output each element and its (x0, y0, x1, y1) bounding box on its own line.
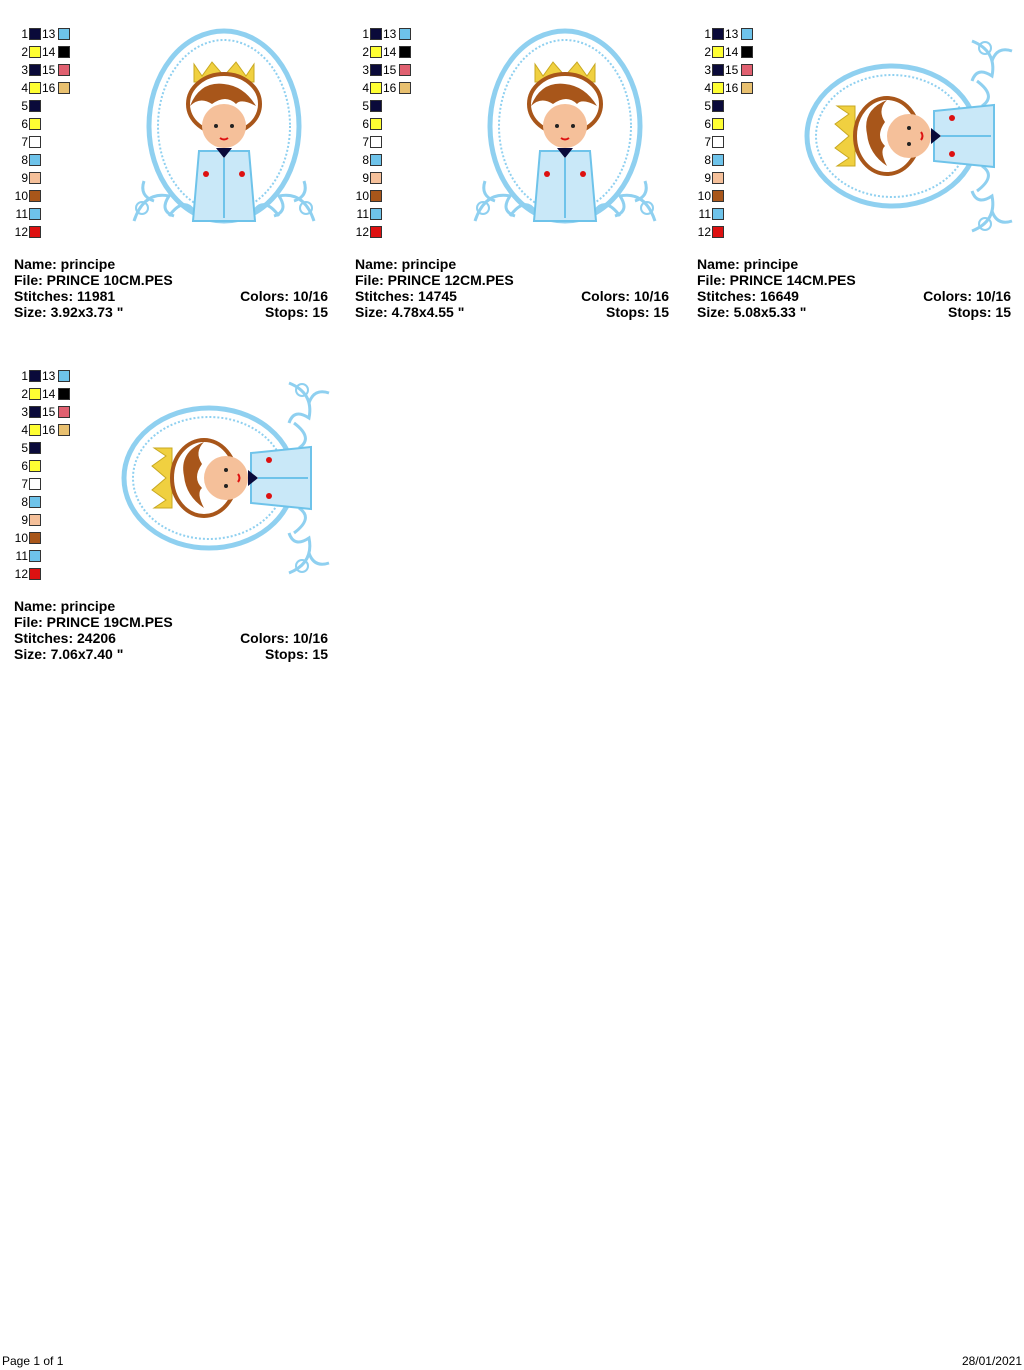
color-number: 16 (42, 423, 56, 437)
color-swatch (712, 190, 724, 202)
color-swatch (29, 442, 41, 454)
color-number: 13 (42, 369, 56, 383)
color-number: 16 (725, 81, 739, 95)
palette-row (697, 224, 767, 242)
design-card (14, 368, 334, 688)
color-number: 3 (21, 63, 28, 77)
color-number: 1 (704, 27, 711, 41)
color-number: 5 (21, 99, 28, 113)
color-number: 10 (14, 531, 28, 545)
design-file: File: PRINCE 14CM.PES (697, 272, 856, 288)
color-swatch (370, 118, 382, 130)
color-count: Colors: 10/16 (923, 288, 1011, 304)
color-number: 9 (362, 171, 369, 185)
palette-row (355, 116, 425, 134)
color-number: 15 (42, 63, 56, 77)
color-number: 15 (725, 63, 739, 77)
color-swatch (399, 28, 411, 40)
palette-row (14, 458, 84, 476)
palette-row (697, 62, 767, 80)
color-swatch (58, 64, 70, 76)
color-swatch (399, 82, 411, 94)
color-number: 3 (362, 63, 369, 77)
palette-row (14, 548, 84, 566)
color-number: 6 (362, 117, 369, 131)
color-swatch (370, 226, 382, 238)
color-swatch (370, 190, 382, 202)
color-number: 7 (704, 135, 711, 149)
color-swatch (370, 28, 382, 40)
palette-row (697, 188, 767, 206)
stop-count: Stops: 15 (264, 646, 328, 662)
palette-row (14, 530, 84, 548)
color-number: 11 (15, 549, 28, 563)
color-swatch (58, 82, 70, 94)
design-file: File: PRINCE 10CM.PES (14, 272, 173, 288)
design-info (14, 598, 328, 662)
design-card (697, 26, 1017, 346)
color-swatch (29, 118, 41, 130)
design-info (697, 256, 1011, 320)
color-swatch (29, 208, 41, 220)
design-info (355, 256, 669, 320)
color-swatch (58, 46, 70, 58)
embroidery-design-image (114, 368, 334, 583)
color-swatch (29, 406, 41, 418)
color-count: Colors: 10/16 (240, 630, 328, 646)
color-swatch (370, 64, 382, 76)
color-swatch (29, 568, 41, 580)
color-swatch (29, 100, 41, 112)
palette-row (355, 134, 425, 152)
palette-row (14, 170, 84, 188)
color-number: 12 (14, 225, 28, 239)
color-number: 8 (362, 153, 369, 167)
design-name: Name: principe (14, 256, 116, 272)
color-number: 2 (21, 45, 28, 59)
palette-row (697, 26, 767, 44)
color-number: 4 (21, 423, 28, 437)
palette-row (355, 206, 425, 224)
palette-row (697, 170, 767, 188)
color-number: 2 (21, 387, 28, 401)
palette-row (697, 44, 767, 62)
palette-row (14, 566, 84, 584)
color-number: 8 (21, 153, 28, 167)
design-preview (114, 26, 334, 241)
color-number: 15 (383, 63, 397, 77)
stop-count: Stops: 15 (605, 304, 669, 320)
color-number: 14 (42, 45, 56, 59)
color-number: 9 (704, 171, 711, 185)
stitch-count: Stitches: 16649 (697, 288, 799, 304)
color-number: 1 (21, 27, 28, 41)
palette-row (14, 224, 84, 242)
color-number: 3 (704, 63, 711, 77)
color-number: 2 (362, 45, 369, 59)
palette-row (14, 152, 84, 170)
color-swatch (712, 118, 724, 130)
palette-row (697, 134, 767, 152)
color-swatch (29, 172, 41, 184)
palette-row (355, 26, 425, 44)
color-swatch (58, 370, 70, 382)
color-swatch (712, 46, 724, 58)
palette-row (14, 368, 84, 386)
stitch-count: Stitches: 11981 (14, 288, 116, 304)
palette-row (697, 152, 767, 170)
design-name: Name: principe (697, 256, 799, 272)
color-swatch (712, 136, 724, 148)
palette-row (14, 422, 84, 440)
color-number: 11 (356, 207, 369, 221)
palette-row (355, 224, 425, 242)
color-swatch (29, 388, 41, 400)
design-file: File: PRINCE 19CM.PES (14, 614, 173, 630)
color-number: 5 (704, 99, 711, 113)
design-preview (797, 26, 1017, 241)
stitch-count: Stitches: 24206 (14, 630, 116, 646)
color-swatch (29, 550, 41, 562)
palette-row (14, 80, 84, 98)
color-swatch (399, 46, 411, 58)
color-swatch (712, 64, 724, 76)
palette-row (355, 98, 425, 116)
color-number: 1 (21, 369, 28, 383)
color-number: 8 (704, 153, 711, 167)
color-swatch (29, 424, 41, 436)
color-swatch (370, 154, 382, 166)
design-name: Name: principe (355, 256, 457, 272)
design-info (14, 256, 328, 320)
palette-row (14, 386, 84, 404)
color-swatch (58, 406, 70, 418)
color-swatch (58, 388, 70, 400)
color-number: 10 (14, 189, 28, 203)
color-number: 5 (362, 99, 369, 113)
color-swatch (29, 532, 41, 544)
color-count: Colors: 10/16 (581, 288, 669, 304)
stop-count: Stops: 15 (947, 304, 1011, 320)
design-preview (114, 368, 334, 583)
color-number: 16 (42, 81, 56, 95)
color-number: 6 (21, 459, 28, 473)
palette-row (355, 170, 425, 188)
color-number: 13 (42, 27, 56, 41)
palette-row (14, 404, 84, 422)
color-swatch (370, 46, 382, 58)
color-number: 11 (698, 207, 711, 221)
color-swatch (29, 82, 41, 94)
color-swatch (712, 82, 724, 94)
palette-row (14, 134, 84, 152)
embroidery-design-image (114, 26, 334, 241)
palette-row (14, 116, 84, 134)
palette-row (355, 80, 425, 98)
color-swatch (370, 208, 382, 220)
palette-row (14, 62, 84, 80)
palette-row (697, 206, 767, 224)
color-swatch (29, 514, 41, 526)
color-number: 7 (362, 135, 369, 149)
embroidery-design-image (797, 26, 1017, 241)
color-number: 5 (21, 441, 28, 455)
color-number: 3 (21, 405, 28, 419)
color-swatch (712, 226, 724, 238)
palette-row (697, 98, 767, 116)
palette-row (355, 62, 425, 80)
color-number: 14 (42, 387, 56, 401)
color-swatch (712, 28, 724, 40)
color-swatch (29, 64, 41, 76)
color-number: 12 (14, 567, 28, 581)
palette-row (355, 44, 425, 62)
color-number: 14 (725, 45, 739, 59)
color-swatch (741, 46, 753, 58)
color-number: 4 (21, 81, 28, 95)
color-swatch (29, 28, 41, 40)
palette-row (14, 98, 84, 116)
color-swatch (399, 64, 411, 76)
color-number: 1 (362, 27, 369, 41)
color-number: 12 (355, 225, 369, 239)
color-number: 16 (383, 81, 397, 95)
palette-row (697, 116, 767, 134)
color-swatch (741, 82, 753, 94)
color-number: 15 (42, 405, 56, 419)
color-number: 14 (383, 45, 397, 59)
stop-count: Stops: 15 (264, 304, 328, 320)
color-number: 8 (21, 495, 28, 509)
color-number: 7 (21, 135, 28, 149)
color-number: 11 (15, 207, 28, 221)
color-number: 10 (355, 189, 369, 203)
palette-row (14, 476, 84, 494)
design-size: Size: 5.08x5.33 " (697, 304, 807, 320)
palette-row (697, 80, 767, 98)
color-swatch (712, 154, 724, 166)
color-swatch (370, 172, 382, 184)
color-swatch (370, 136, 382, 148)
color-swatch (370, 100, 382, 112)
color-swatch (29, 136, 41, 148)
color-swatch (712, 172, 724, 184)
color-swatch (29, 190, 41, 202)
color-number: 13 (383, 27, 397, 41)
color-number: 13 (725, 27, 739, 41)
color-swatch (58, 424, 70, 436)
print-date: 28/01/2021 (961, 1354, 1022, 1368)
stitch-count: Stitches: 14745 (355, 288, 457, 304)
color-number: 4 (704, 81, 711, 95)
color-number: 7 (21, 477, 28, 491)
color-number: 9 (21, 171, 28, 185)
design-size: Size: 7.06x7.40 " (14, 646, 124, 662)
palette-row (14, 206, 84, 224)
color-number: 6 (21, 117, 28, 131)
color-number: 4 (362, 81, 369, 95)
design-size: Size: 3.92x3.73 " (14, 304, 124, 320)
palette-row (355, 188, 425, 206)
color-swatch (29, 226, 41, 238)
palette-row (14, 44, 84, 62)
color-swatch (741, 28, 753, 40)
palette-row (14, 188, 84, 206)
design-size: Size: 4.78x4.55 " (355, 304, 465, 320)
design-file: File: PRINCE 12CM.PES (355, 272, 514, 288)
design-card (14, 26, 334, 346)
color-swatch (29, 46, 41, 58)
color-swatch (29, 496, 41, 508)
palette-row (14, 494, 84, 512)
color-swatch (370, 82, 382, 94)
color-count: Colors: 10/16 (240, 288, 328, 304)
color-number: 2 (704, 45, 711, 59)
color-swatch (29, 460, 41, 472)
color-swatch (712, 208, 724, 220)
palette-row (355, 152, 425, 170)
color-swatch (29, 154, 41, 166)
palette-row (14, 512, 84, 530)
color-number: 10 (697, 189, 711, 203)
color-number: 9 (21, 513, 28, 527)
embroidery-design-image (455, 26, 675, 241)
color-swatch (29, 370, 41, 382)
design-card (355, 26, 675, 346)
page-number: Page 1 of 1 (2, 1354, 64, 1368)
color-number: 6 (704, 117, 711, 131)
design-name: Name: principe (14, 598, 116, 614)
design-preview (455, 26, 675, 241)
color-swatch (29, 478, 41, 490)
color-swatch (712, 100, 724, 112)
color-swatch (741, 64, 753, 76)
color-number: 12 (697, 225, 711, 239)
palette-row (14, 26, 84, 44)
palette-row (14, 440, 84, 458)
color-swatch (58, 28, 70, 40)
